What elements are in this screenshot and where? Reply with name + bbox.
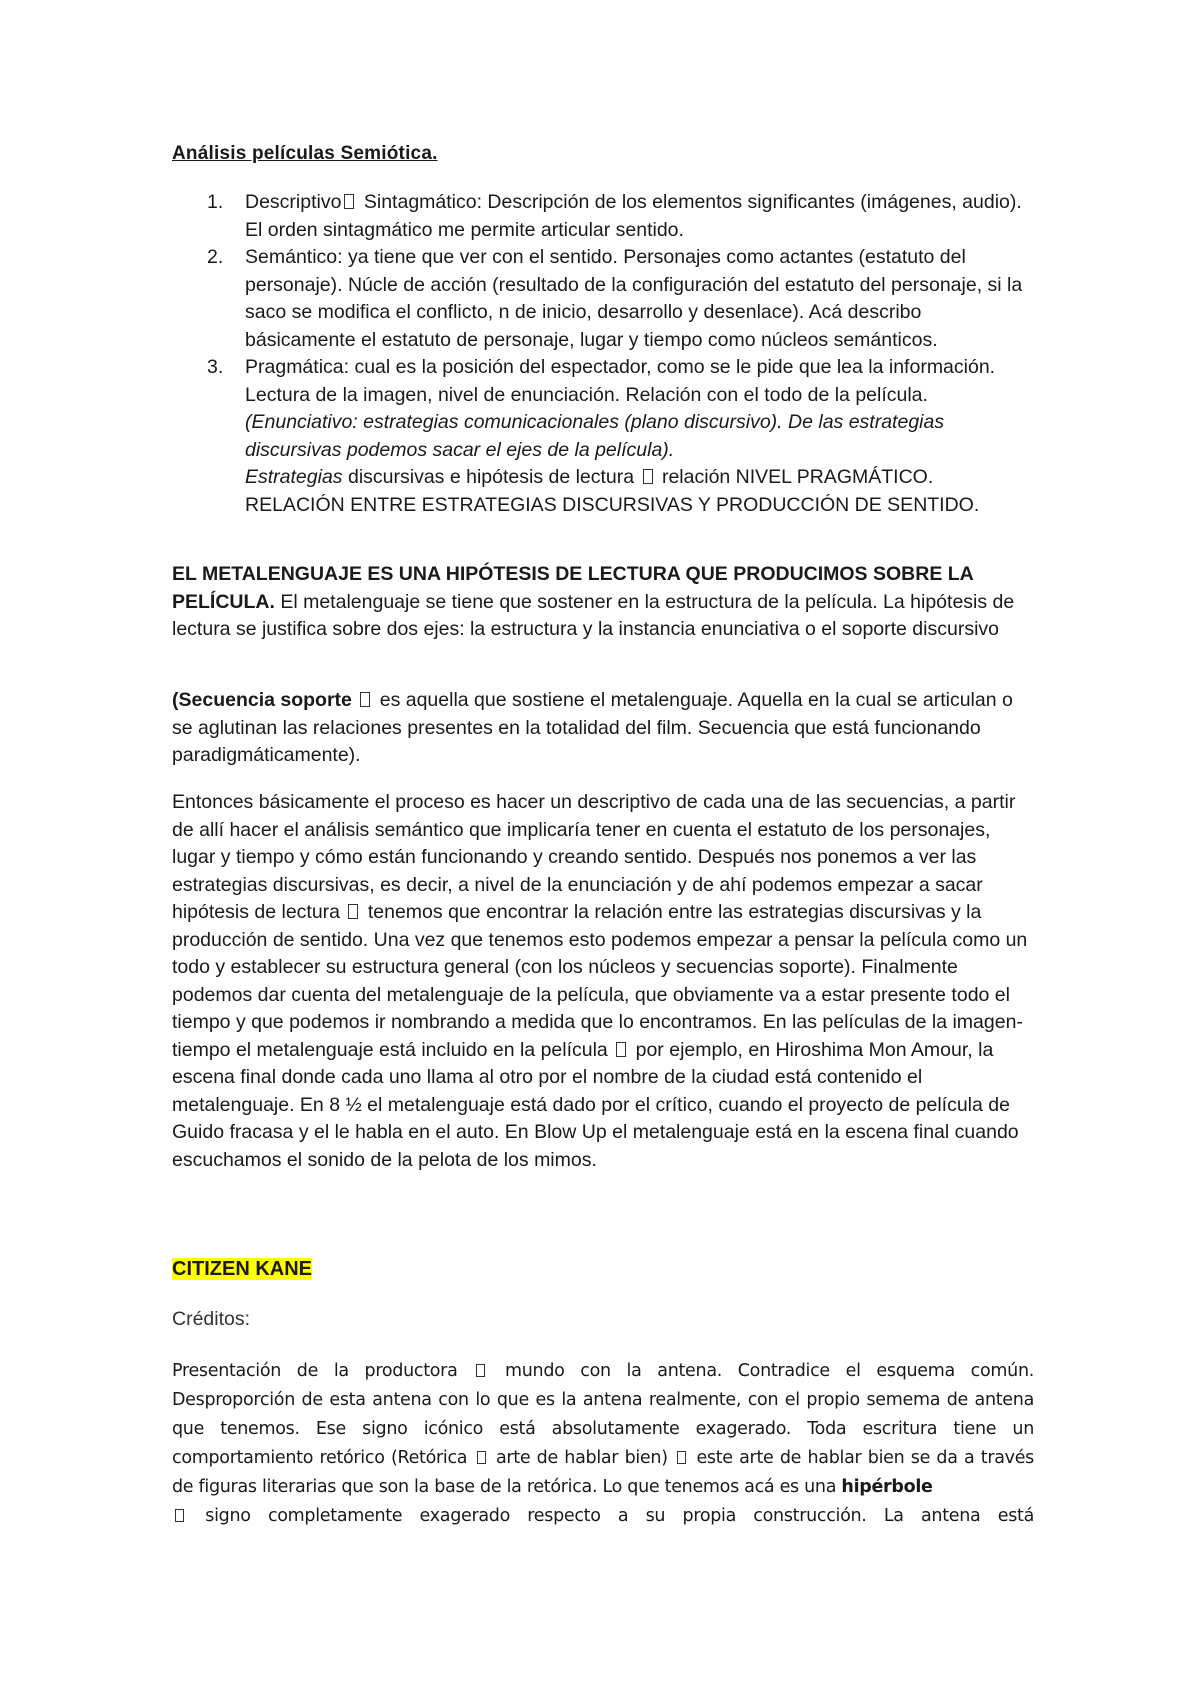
paragraph-text: signo completamente exagerado respecto a su propia construcción. La antena está [188,1506,1034,1526]
paragraph-text: Presentación de la productora [172,1361,474,1381]
list-number: 1. [207,191,224,213]
list-item [172,354,1034,519]
list-number: 2. [207,246,224,268]
list-text: Descriptivo [245,191,342,213]
metalenguaje-heading: EL METALENGUAJE ES UNA HIPÓTESIS DE LECTURA QUE PRODUCIMOS SOBRE LA PELÍCULA. [172,563,974,613]
paragraph-text: este arte de hablar bien se da a través de figuras literarias que son la base de la retórica. Lo que tenemos acá es una [172,1448,1035,1497]
hiperbole-term: hipérbole [841,1477,933,1497]
list-italic-text: (Enunciativo: estrategias comunicacionales (plano discursivo). De las estrategias discursivas podemos sacar el ejes de la película). [245,411,945,461]
section-heading [172,1256,1034,1284]
paragraph-text: es aquella que sostiene el metalenguaje. Aquella en la cual se articulan o se aglutinan las relaciones presentes en la totalidad del film. Secuencia que está funcionando paradigmáticamente). [172,689,1013,766]
document-title: Análisis películas Semiótica. [172,143,438,164]
missing-glyph-icon [344,194,354,209]
missing-glyph-icon [677,1451,686,1464]
process-paragraph [172,789,1034,1174]
citizen-kane-heading: CITIZEN KANE [172,1258,312,1280]
secuencia-heading: (Secuencia soporte [172,689,352,711]
creditos-label: Créditos: [172,1308,251,1330]
metalenguaje-paragraph [172,561,1034,644]
secuencia-soporte-paragraph [172,687,1034,770]
last-line [172,1502,1034,1531]
list-text: Pragmática: cual es la posición del espectador, como se le pide que lea la información. Lectura de la imagen, nivel de enunciación. Relación con el todo de la película. [245,356,996,406]
missing-glyph-icon [643,469,653,484]
missing-glyph-icon [477,1451,486,1464]
paragraph-text: tenemos que encontrar la relación entre las estrategias discursivas y la producción de sentido. Una vez que tenemos esto podemos empezar a pensar la película como un todo y establecer su estructura general (con los núcleos y secuencias soporte). Finalmente podemos dar cuenta del metalenguaje de la película, que obviamente va a estar presente todo el tiempo y que podemos ir nombrando a medida que lo encontramos. En las películas de la imagen-tiempo el metalenguaje está incluido en la película [172,901,1028,1061]
list-text: relación NIVEL PRAGMÁTICO. RELACIÓN ENTRE ESTRATEGIAS DISCURSIVAS Y PRODUCCIÓN DE SENTIDO. [245,466,980,516]
list-text: Sintagmático: Descripción de los elementos significantes (imágenes, audio). El orden sintagmático me permite articular sentido. [245,191,1022,241]
list-item [172,189,1034,244]
paragraph-text: por ejemplo, en Hiroshima Mon Amour, la escena final donde cada uno llama al otro por el nombre de la ciudad está contenido el metalenguaje. En 8 ½ el metalenguaje está dado por el crítico, cuando el proyecto de película de Guido fracasa y el le habla en el auto. En Blow Up el metalenguaje está en la escena final cuando escuchamos el sonido de la pelota de los mimos. [172,1038,1019,1171]
analysis-levels-list [172,189,1034,519]
missing-glyph-icon [360,692,370,707]
list-italic-text: Estrategias [245,466,343,488]
list-item [172,244,1034,354]
missing-glyph-icon [476,1364,485,1377]
paragraph-text: El metalenguaje se tiene que sostener en la estructura de la película. La hipótesis de lectura se justifica sobre dos ejes: la estructura y la instancia enunciativa o el soporte discursivo [172,590,1015,640]
paragraph-text: arte de hablar bien) [489,1448,675,1468]
list-text: discursivas e hipótesis de lectura [342,466,640,488]
list-text: Semántico: ya tiene que ver con el sentido. Personajes como actantes (estatuto del personaje). Núcle de acción (resultado de la configuración del estatuto del personaje, si la saco se modifica el conflicto, n de inicio, desarrollo y desenlace). Acá describo básicamente el estatuto de personaje, lugar y tiempo como núcleos semánticos. [245,246,1023,351]
paragraph-text: mundo con la antena. Contradice el esquema común. Desproporción de esta antena con lo que es la antena realmente, con el propio semema de antena que tenemos. Ese signo icónico está absolutamente exagerado. Toda escritura tiene un comportamiento retórico (Retórica [172,1361,1035,1468]
missing-glyph-icon [175,1509,184,1522]
paragraph-text: Entonces básicamente el proceso es hacer un descriptivo de cada una de las secuencias, a partir de allí hacer el análisis semántico que implicaría tener en cuenta el estatuto de los personajes, lugar y tiempo y cómo están funcionando y creando sentido. Después nos ponemos a ver las estrategias discursivas, es decir, a nivel de la enunciación y de ahí podemos empezar a sacar hipótesis de lectura [172,791,1016,923]
presentacion-paragraph [172,1357,1034,1531]
missing-glyph-icon [616,1042,626,1057]
list-number: 3. [207,356,224,378]
missing-glyph-icon [348,904,358,919]
